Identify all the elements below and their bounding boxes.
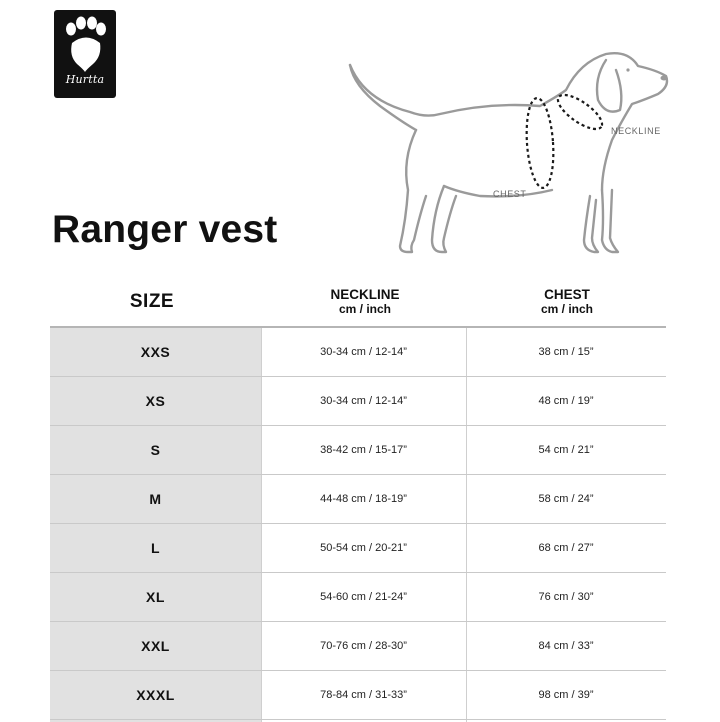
neckline-cell: 50-54 cm / 20-21”	[320, 542, 407, 554]
page-title: Ranger vest	[52, 208, 278, 251]
chest-header-unit: cm / inch	[540, 302, 593, 316]
neckline-column-header	[265, 287, 465, 317]
size-cell: M	[149, 491, 162, 507]
chest-cell: 76 cm / 30”	[538, 591, 594, 603]
size-cell: S	[150, 442, 161, 458]
neckline-diagram-label: NECKLINE	[611, 126, 661, 136]
neckline-cell: 78-84 cm / 31-33”	[320, 689, 407, 701]
chest-cell: 48 cm / 19”	[538, 395, 594, 407]
table-row	[50, 426, 666, 475]
table-row	[50, 622, 666, 671]
neckline-cell: 30-34 cm / 12-14”	[320, 346, 407, 358]
brand-logo-text: Hurtta	[65, 73, 105, 86]
table-row	[50, 573, 666, 622]
chest-cell: 98 cm / 39”	[538, 689, 594, 701]
neckline-cell: 38-42 cm / 15-17”	[320, 444, 407, 456]
size-cell: XL	[146, 589, 165, 605]
neckline-header-label: NECKLINE	[330, 287, 400, 302]
chest-cell: 84 cm / 33”	[538, 640, 594, 652]
neckline-cell: 44-48 cm / 18-19”	[320, 493, 407, 505]
table-row	[50, 524, 666, 573]
size-cell: L	[150, 540, 161, 556]
table-row	[50, 475, 666, 524]
size-cell: XXS	[140, 344, 171, 360]
dog-outline-icon	[340, 40, 680, 265]
brand-logo	[54, 10, 116, 98]
chest-diagram-label: CHEST	[493, 189, 527, 199]
chest-cell: 58 cm / 24”	[538, 493, 594, 505]
chest-cell: 38 cm / 15”	[538, 346, 594, 358]
chest-cell: 54 cm / 21”	[538, 444, 594, 456]
neckline-cell: 54-60 cm / 21-24”	[320, 591, 407, 603]
size-chart-table	[50, 326, 666, 722]
chest-header-label: CHEST	[544, 287, 590, 302]
chest-cell: 68 cm / 27”	[538, 542, 594, 554]
size-cell: XXXL	[136, 687, 175, 703]
table-row	[50, 671, 666, 720]
chest-column-header	[467, 287, 667, 317]
table-row	[50, 377, 666, 426]
size-column-header: SIZE	[129, 291, 175, 312]
neckline-cell: 30-34 cm / 12-14”	[320, 395, 407, 407]
table-row	[50, 328, 666, 377]
size-cell: XXL	[141, 638, 170, 654]
neckline-header-unit: cm / inch	[338, 302, 391, 316]
neckline-cell: 70-76 cm / 28-30”	[320, 640, 407, 652]
size-cell: XS	[145, 393, 166, 409]
